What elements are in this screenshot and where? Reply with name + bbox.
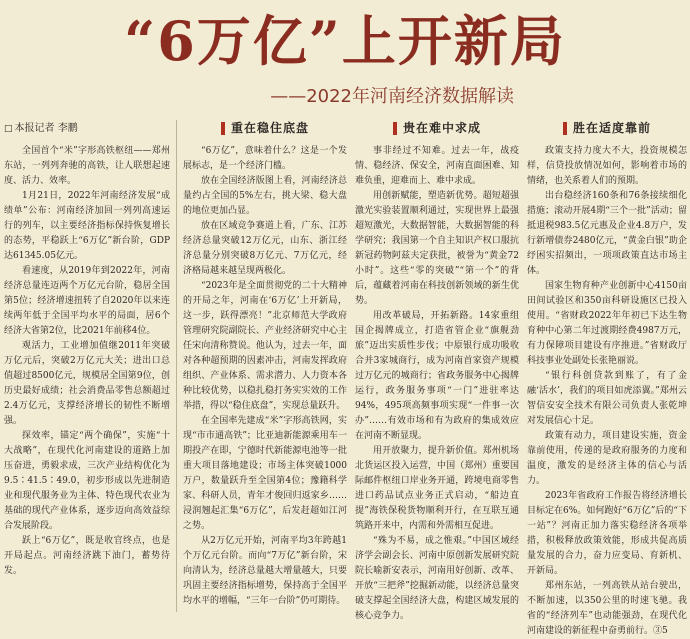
paragraph: 2023年省政府工作报告将经济增长目标定在6%。如何跑好“6万亿”后的“下一站”？河南正加力落实稳经济各项举措，积极释放政策效能，形成共促高质量发展的合力，奋力应变局、育新机、开新局。 <box>527 491 687 576</box>
heading-bar <box>221 122 225 135</box>
headline: “6万亿”上开新局 <box>124 9 566 73</box>
paragraph: 用改革破局，开拓新路。14家重组国企揭牌成立，打造省管企业“旗舰劲旅”迈出实质性步伐；中原银行成功吸收合并3家城商行，成为河南首家资产规模过万亿元的城商行；省政务服务中心揭牌运行，政务服务事项“一门”进驻率达94%，495项高频事项实现“一件事一次办”……有效市场和有为政府的集成效应在河南不断显现。 <box>355 311 519 441</box>
column-divider <box>176 120 177 612</box>
paragraph: 政策有动力，项目建设实施，资金靠前使用，传递的是政府服务的力度和温度，激发的是经济主体的信心与活力。 <box>527 431 687 486</box>
heading-bar <box>563 122 567 135</box>
paragraph: 郑州东站，一列高铁从站台驶出，不断加速，以350公里的时速飞驰。我省的“经济列车”也动能强劲，在现代化河南建设的新征程中奋勇前行。③5 <box>527 581 687 636</box>
paragraph: 出台稳经济160条和76条接续细化措施；滚动开展4期“三个一批”活动；留抵退税983.5亿元惠及企业4.8万户，发行新增债券2480亿元，“黄金白银”助企纾困实招频出，一项项政策直达市场主体。 <box>527 191 687 276</box>
heading-bar <box>393 122 397 135</box>
paragraph: “2023年是全面贯彻党的二十大精神的开局之年，河南在‘6万亿’上开新局，这一步，跃得漂亮！”北京师范大学政府管理研究院副院长、产业经济研究中心主任宋向清称赞说。他认为，过去一年，面对各种超预期的因素冲击，河南发挥政府组织、产业体系、需求潜力、人力资本各种比较优势，以稳扎稳打务实实效的工作举措，得以“稳住底盘”，实现总量跃升。 <box>183 281 347 411</box>
column-section-3 <box>527 120 687 636</box>
byline-marker: □ <box>4 124 13 134</box>
paragraph: 国家生物育种产业创新中心4150亩田间试验区和350亩科研设施区已投入使用。“省财政2022年年初已下达生物育种中心第二年过渡期经费4987万元，有力保障项目建设有序推进。”省财政厅科技事业处副处长张艳丽说。 <box>527 281 687 366</box>
section-heading-text: 贵在难中求成 <box>402 120 481 135</box>
section-heading <box>183 120 347 136</box>
subtitle: ——2022年河南经济数据解读 <box>270 86 514 107</box>
section-heading-text: 胜在适度靠前 <box>572 120 651 135</box>
paragraph: 用开放聚力，提升新价值。郑州机场北货运区投入运营，中国（郑州）重要国际邮件枢纽口岸业务开通，跨境电商零售进口药品试点业务正式启动，“船边直提”海铁保税货物顺利开行，在互联互通筑路开来中，内需和外需相互促进。 <box>355 446 519 531</box>
section-heading <box>527 120 687 136</box>
paragraph: 政策支持力度大不大，投资规模怎样，信贷投放情况如何，影响着市场的情绪，也关系着人们的预期。 <box>527 146 687 186</box>
paragraph: 放在全国经济版图上看，河南经济总量约占全国的5%左右，挑大梁、稳大盘的地位更加凸显。 <box>183 176 347 216</box>
paragraph: “银行科创贷款到账了，有了金融‘活水’，我们的项目如虎添翼。”郑州云智信安安全技术有限公司负责人张乾坤对发展信心十足。 <box>527 371 687 426</box>
column-section-2 <box>355 120 519 621</box>
paragraph: 放在区域竞争赛道上看，广东、江苏经济总量突破12万亿元，山东、浙江经济总量分别突破8万亿元、7万亿元，经济格局越来越呈现两极化。 <box>183 221 347 276</box>
paragraph: “殊为不易，成之惟艰。”中国区域经济学会副会长、河南中原创新发展研究院院长喻新安表示，河南用好创新、改革、开放“三把斧”挖掘新动能，以经济总量突破支撑起全国经济大盘，构建区域发展的核心竞争力。 <box>355 536 519 621</box>
byline <box>4 120 170 138</box>
paragraph: 观活力，工业增加值继2011年突破万亿元后，突破2万亿元大关；进出口总值超过8500亿元，规模居全国第9位，创历史最好成绩；社会消费品零售总额超过2.4万亿元，支撑经济增长的韧性不断增强。 <box>4 341 170 426</box>
paragraph: 事非经过不知难。过去一年，战疫情、稳经济、保安全，河南直面困难、知难负重，迎难而上、难中求成。 <box>355 146 519 186</box>
paragraph: 全国首个“米”字形高铁枢纽——郑州东站，一列列奔驰的高铁，让人联想起速度、活力、效率。 <box>4 146 170 186</box>
paragraph: 从2万亿元开始，河南平均3年跨越1个万亿元台阶。而向“7万亿”新台阶，宋向清认为，经济总量越大增量越大，只要巩固主要经济指标增势，保持高于全国平均水平的增幅，“三年一台阶”仍可期待。 <box>183 536 347 606</box>
section-heading <box>355 120 519 136</box>
column-intro <box>4 120 170 616</box>
paragraph: 用创新赋能，塑造新优势。超短超强激光实验装置顺利通过，实现世界上最强超短激光，大数据智能，大数据智能的科学研究；我国第一个自主知识产权口服抗新冠药物阿兹夫定获批，被誉为“黄金72小时”。这些“零的突破”“第一个”的背后，蕴藏着河南在科技创新领域的新生优势。 <box>355 191 519 306</box>
paragraph: 在全国率先建成“米”字形高铁网，实现“市市通高铁”；比亚迪新能源乘用车一期投产在即，宁德时代新能源电池等一批重大项目落地建设；市场主体突破1000万户，数量跃升至全国第4位；豫籍科学家、科研人员，青年才俊回归返家乡……浸润翘起汇集“6万亿”，后发赶超如江河之势。 <box>183 416 347 531</box>
section-heading-text: 重在稳住底盘 <box>230 120 309 135</box>
column-section-1 <box>183 120 347 616</box>
byline-text: 本报记者 李鹏 <box>14 123 78 134</box>
paragraph: “6万亿”，意味着什么？这是一个发展标志，是一个经济门槛。 <box>183 146 347 171</box>
paragraph: 看速度，从2019年到2022年，河南经济总量连迈两个万亿元台阶，稳居全国第5位；经济增速扭转了自2020年以来连续两年低于全国平均水平的局面，居6个经济大省第2位，比2021年前移4位。 <box>4 266 170 336</box>
paragraph: 探效率，锚定“两个确保”，实施“十大战略”，在现代化河南建设的道路上加压奋进，勇毅求成，三次产业结构优化为9.5∶41.5∶49.0，初步形成以先进制造业和现代服务业为主体、特色现代农业为基础的现代产业体系，逐步迈向高效益综合发展阶段。 <box>4 431 170 531</box>
paragraph: 1月21日，2022年河南经济发展“成绩单”公布：河南经济加回一列列高速运行的列车，以主要经济指标保持恢复增长的态势，平稳跃上“6万亿”新台阶，GDP达61345.05亿元。 <box>4 191 170 261</box>
paragraph: 跃上“6万亿”，既是收官终点，也是开局起点。河南经济跳下油门，蓄势待发。 <box>4 536 170 576</box>
